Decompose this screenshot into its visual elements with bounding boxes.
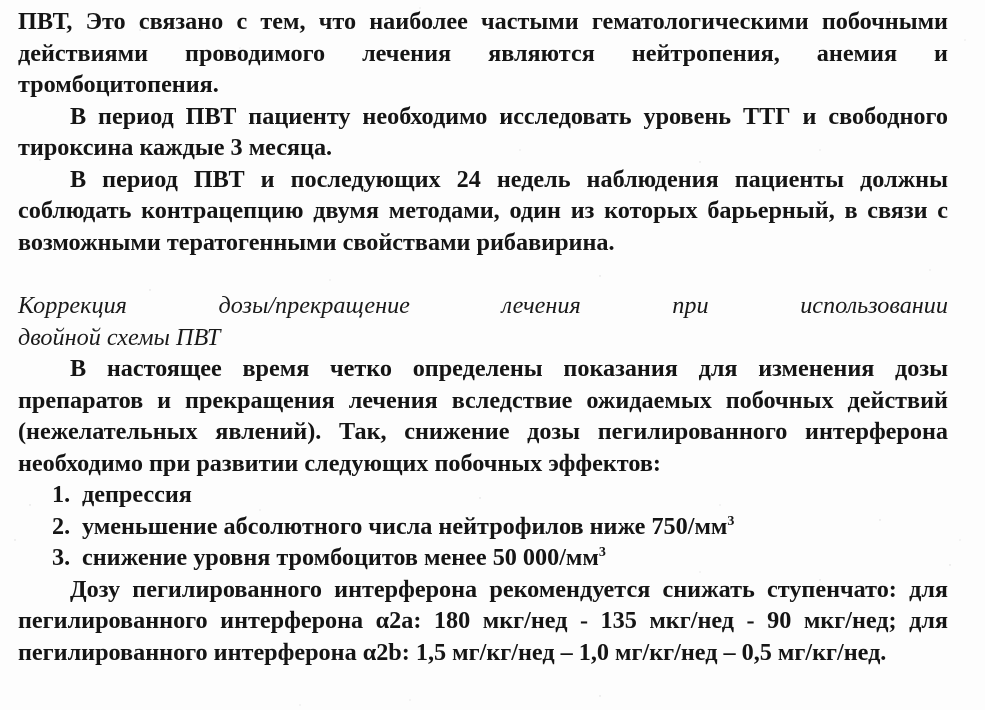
list-item bbox=[18, 479, 948, 511]
list-item-text: депрессия bbox=[82, 481, 192, 508]
paragraph-dose-reduction: Дозу пегилированного интерферона рекомендуется снижать ступенчато: для пегилированного интерферона α2а: 180 мкг/нед - 135 мкг/нед - 90 мкг/нед; для пегилированного интерферона α2b: 1,5 мг/кг/нед – 1,0 мг/кг/нед – 0,5 мг/кг/нед. bbox=[18, 575, 948, 666]
superscript-cube: 3 bbox=[727, 513, 735, 529]
side-effects-list bbox=[18, 479, 948, 574]
document-page bbox=[18, 6, 948, 668]
paragraph-thyroid-monitoring: В период ПВТ пациенту необходимо исследовать уровень ТТГ и свободного тироксина каждые 3 месяца. bbox=[18, 102, 948, 161]
list-item bbox=[18, 542, 948, 574]
section-heading bbox=[18, 290, 948, 353]
superscript-cube: 3 bbox=[598, 545, 606, 560]
section-spacer bbox=[18, 258, 948, 290]
paragraph-hematologic-effects: ПВТ, Это связано с тем, что наиболее частыми гематологическими побочными действиями проводимого лечения являются нейтропения, анемия и тромбоцитопения. bbox=[18, 8, 948, 98]
list-item-number: 3. bbox=[52, 544, 71, 571]
list-item-number: 2. bbox=[52, 512, 71, 540]
list-item-text: снижение уровня тромбоцитов менее 50 $000/мм^3$ bbox=[82, 544, 606, 571]
section-heading-line-1: Коррекция дозы/прекращение лечения при использовании bbox=[18, 292, 948, 319]
paragraph-dose-indications: В настоящее время четко определены показания для изменения дозы препаратов и прекращения лечения вследствие ожидаемых побочных действий (нежелательных явлений). Так, снижение дозы пегилированного интерферона необходимо при развитии следующих побочных эффектов: bbox=[18, 355, 948, 477]
paragraph-contraception: В период ПВТ и последующих 24 недель наблюдения пациенты должны соблюдать контрацепцию двумя методами, один из которых барьерный, в связи с возможными тератогенными свойствами рибавирина. bbox=[18, 165, 948, 256]
list-item-number: 1. bbox=[52, 481, 71, 508]
list-item-text: уменьшение абсолютного числа нейтрофилов ниже $750/мм^3$ bbox=[82, 512, 735, 540]
list-item bbox=[18, 511, 948, 543]
section-heading-line-2: двойной схемы ПВТ bbox=[18, 323, 221, 351]
